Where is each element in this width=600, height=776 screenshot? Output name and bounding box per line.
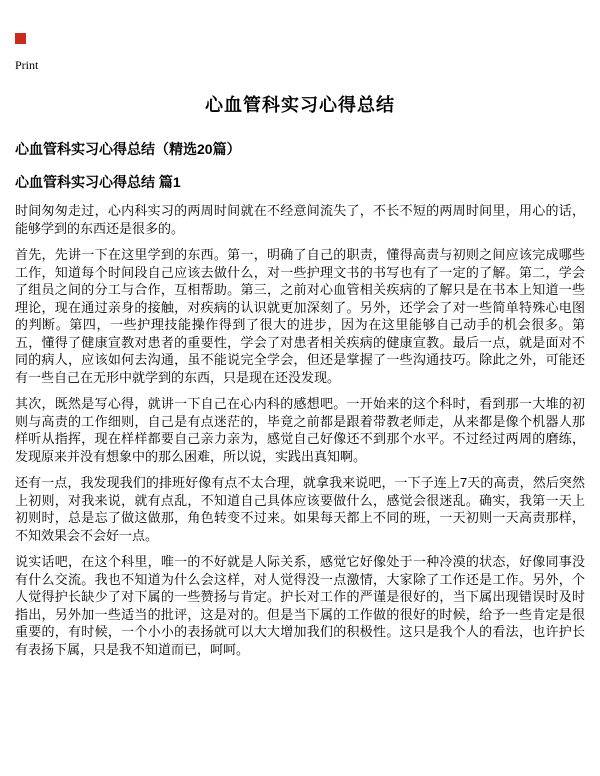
doc-subtitle: 心血管科实习心得总结（精选20篇）: [15, 141, 241, 157]
section-heading: 心血管科实习心得总结 篇1: [15, 174, 181, 190]
paragraph-3: 其次，既然是写心得，就讲一下自己在心内科的感想吧。一开始来的这个科时，看到那一大堆的初则与高责的工作细则，自己是有点迷茫的，毕竟之前都是跟着带教老师走，从来都是像个机器人那样听从指挥，现在样样都要自己亲力亲为，感觉自己好像还不到那个水平。不过经过两周的磨练，发现原来并没有想象中的那么困难，所以说，实践出真知啊。: [15, 396, 585, 464]
article-body: [15, 202, 585, 658]
paragraph-1: 时间匆匆走过，心内科实习的两周时间就在不经意间流失了，不长不短的两周时间里，用心的话，能够学到的东西还是很多的。: [15, 203, 585, 236]
red-square-icon: [15, 33, 26, 44]
paragraph-2: 首先，先讲一下在这里学到的东西。第一，明确了自己的职责，懂得高责与初则之间应该完成哪些工作，知道每个时间段自己应该去做什么，对一些护理文书的书写也有了一定的了解。第二，学会了组员之间的分工与合作，互相帮助。第三，之前对心血管相关疾病的了解只是在书本上知道一些理论，现在通过亲身的接触，对疾病的认识就更加深刻了。另外，还学会了对一些简单特殊心电图的判断。第四，一些护理技能操作得到了很大的进步，因为在这里能够自己动手的机会很多。第五，懂得了健康宣教对患者的重要性，学会了对患者相关疾病的健康宣教。最后一点，就是面对不同的病人，应该如何去沟通，虽不能说完全学会，但还是掌握了一些沟通技巧。除此之外，可能还有一些自己在无形中就学到的东西，只是现在还没发现。: [15, 247, 585, 385]
paragraph-5: 说实话吧，在这个科里，唯一的不好就是人际关系，感觉它好像处于一种冷漠的状态，好像同事没有什么交流。我也不知道为什么会这样，对人觉得没一点激情，大家除了工作还是工作。另外，个人觉得护长缺少了对下属的一些赞扬与肯定。护长对工作的严谨是很好的，当下属出现错误时及时指出，另外加一些适当的批评，这是对的。但是当下属的工作做的很好的时候，给予一些肯定是很重要的，有时候，一个小小的表扬就可以大大增加我们的积极性。这只是我个人的看法，也许护长有表扬下属，只是我不知道而已，呵呵。: [15, 554, 585, 657]
print-link[interactable]: Print: [15, 58, 39, 72]
page-title: 心血管科实习心得总结: [205, 95, 395, 115]
paragraph-4: 还有一点，我发现我们的排班好像有点不太合理，就拿我来说吧，一下子连上7天的高责，然后突然上初则，对我来说，就有点乱，不知道自己具体应该要做什么，感觉会很迷乱。确实，我第一天上初则时，总是忘了做这做那，角色转变不过来。如果每天都上不同的班，一天初则一天高责那样，不知效果会不会好一点。: [15, 475, 585, 543]
